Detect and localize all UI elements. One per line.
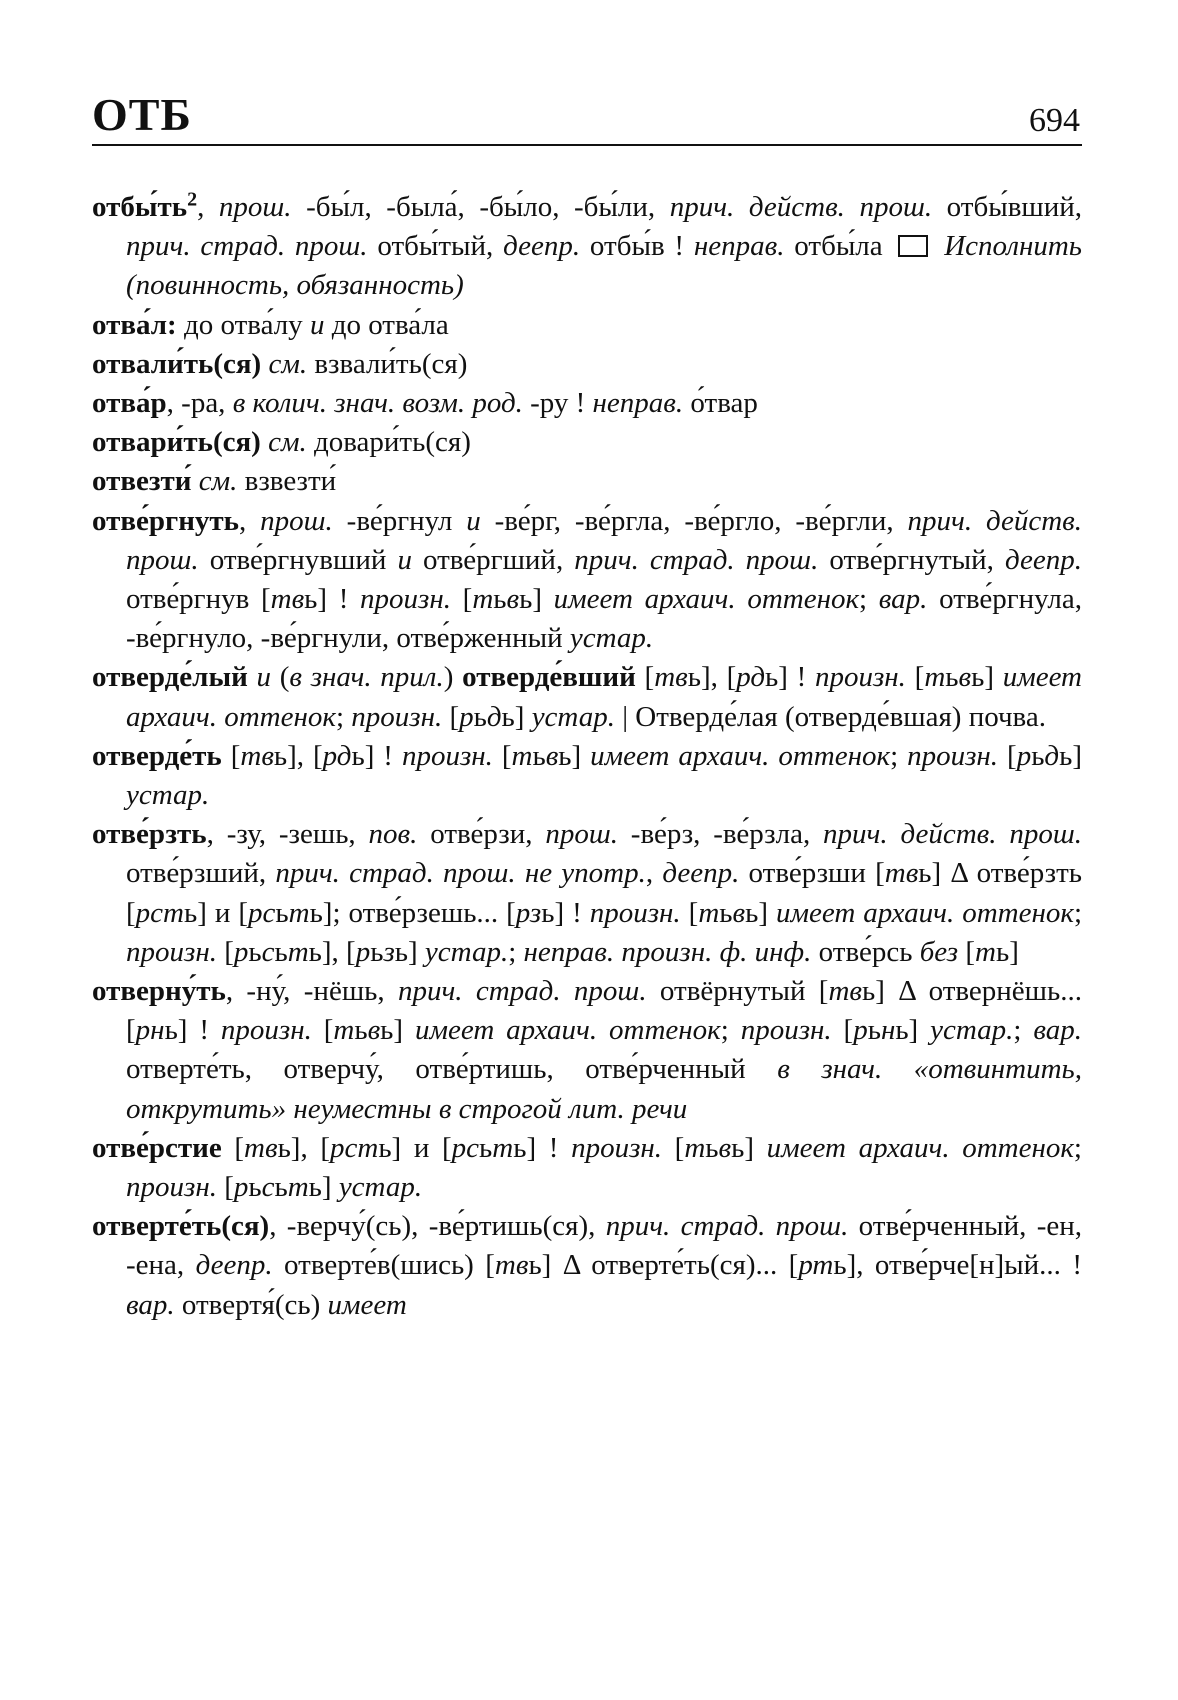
- entry-text: т: [287, 935, 309, 968]
- entry-text: деепр.: [503, 230, 581, 263]
- entry-text: ь: [945, 661, 959, 694]
- entry-text: , -верчу́(сь), -ве́ртишь(ся),: [269, 1210, 606, 1243]
- entry-text: ь]: [501, 700, 532, 733]
- entry-text: произн.: [571, 1131, 663, 1164]
- entry-text: произн.: [907, 739, 999, 772]
- entry-text: ь: [493, 583, 507, 616]
- entry-text: [: [998, 739, 1017, 772]
- entry-text: ;: [890, 739, 908, 772]
- entry-headword: отвезти́: [92, 465, 192, 498]
- entry-headword: отверте́ть(ся): [92, 1210, 270, 1243]
- entry-text: ь]; отве́рзешь... [: [309, 896, 516, 929]
- entry-text: произн.: [814, 661, 906, 694]
- entry-text: ;: [859, 583, 879, 616]
- entry-text: имеет архаич. оттенок: [766, 1131, 1074, 1164]
- entry-text: до отва́ла: [324, 308, 449, 341]
- dictionary-entry: [92, 1207, 1082, 1325]
- entry-text: о́твар: [683, 387, 758, 420]
- page-number: 694: [1029, 102, 1080, 139]
- entry-text: отве́рченный, -ен, -ена,: [126, 1210, 1082, 1282]
- entry-text: устар.: [930, 1014, 1014, 1047]
- entry-text: , -ра,: [166, 387, 233, 420]
- entries-list: [92, 188, 1082, 1325]
- entry-text: т: [511, 739, 533, 772]
- entry-text: имеет архаич. оттенок: [590, 739, 891, 772]
- entry-text: ь], отве́рче[н]ый... !: [833, 1249, 1082, 1282]
- entry-text: ь: [719, 896, 733, 929]
- entry-text: ь] !: [164, 1014, 221, 1047]
- dictionary-entry: [92, 1129, 1082, 1207]
- entry-text: [261, 426, 268, 458]
- entry-text: т: [698, 896, 720, 929]
- entry-text: отве́рсь: [811, 935, 920, 968]
- entry-text: с: [261, 935, 275, 968]
- entry-text: отбы́в !: [580, 230, 694, 263]
- entry-text: устар.: [531, 700, 615, 733]
- entry-text: рст: [330, 1131, 379, 1164]
- entry-text: деепр.: [195, 1249, 273, 1282]
- entry-text: р: [355, 935, 371, 968]
- entry-text: т: [492, 1131, 514, 1164]
- entry-text: неправ. произн. ф. инф.: [523, 935, 812, 968]
- entry-text: произн.: [740, 1014, 832, 1047]
- entry-text: в колич. знач. возм. род.: [232, 387, 523, 420]
- entry-text: [: [680, 896, 699, 929]
- entry-text: прич. страд. прош.: [605, 1210, 849, 1243]
- entry-text: ь]: [971, 661, 1003, 694]
- entry-text: ь], [: [687, 661, 737, 694]
- entry-text: ;: [1013, 1014, 1034, 1047]
- entry-headword: отбы́ть: [92, 191, 188, 223]
- entry-text: и: [397, 543, 412, 576]
- dictionary-entry: [92, 306, 1082, 345]
- entry-text: [: [221, 739, 241, 772]
- entry-headword: отвари́ть(ся): [92, 426, 261, 459]
- entry-text: устар.: [569, 622, 654, 655]
- entry-text: довари́ть(ся): [306, 426, 471, 459]
- entry-text: произн.: [351, 700, 443, 733]
- entry-text: ь: [274, 935, 288, 968]
- entry-text: в знач. «отвинтить, открутить» неуместны в строгой лит. речи: [126, 1053, 1082, 1125]
- entry-text: т: [472, 583, 494, 616]
- entry-text: вар.: [126, 1288, 175, 1321]
- entry-text: ь: [275, 896, 289, 929]
- entry-text: до отва́лу: [176, 308, 310, 341]
- entry-text: т: [924, 661, 946, 694]
- entry-text: отве́ргнула, -ве́ргнуло, -ве́ргнули, отве́рженный: [126, 583, 1082, 655]
- entry-text: прош.: [218, 191, 292, 223]
- entry-text: устар.: [338, 1171, 423, 1204]
- entry-text: тв: [494, 1249, 529, 1282]
- entry-headword: отверде́лый: [92, 661, 248, 694]
- entry-text: ь]: [895, 1014, 931, 1047]
- entry-text: ь: [248, 935, 262, 968]
- entry-text: р: [233, 1171, 249, 1204]
- entry-headword: отве́рстие: [92, 1131, 222, 1164]
- entry-text: [: [442, 700, 460, 733]
- entry-text: з: [383, 935, 395, 968]
- entry-text: и: [256, 661, 272, 694]
- entry-text: ь: [532, 739, 546, 772]
- entry-text: деепр.: [1004, 543, 1082, 576]
- entry-text: ь]: [519, 583, 554, 616]
- entry-text: ь]: [308, 1171, 339, 1204]
- entry-headword: отва́л:: [92, 308, 177, 341]
- entry-text: рз: [515, 896, 542, 929]
- entry-text: произн.: [401, 739, 493, 772]
- entry-text: ь] !: [765, 661, 815, 694]
- entry-text: ,: [238, 504, 261, 537]
- entry-text: ь: [473, 700, 487, 733]
- entry-text: тв: [884, 857, 919, 890]
- entry-text: имеет архаич. оттенок: [553, 583, 860, 616]
- entry-text: отве́ргнувший: [198, 543, 398, 576]
- entry-text: в: [718, 1131, 732, 1164]
- entry-text: рст: [135, 896, 184, 929]
- entry-text: рд: [736, 661, 766, 694]
- entry-text: -ру !: [522, 387, 593, 420]
- entry-headword: отве́рзть: [92, 818, 207, 851]
- entry-text: рс: [248, 896, 276, 929]
- entry-headword: отверну́ть: [92, 975, 226, 1008]
- entry-text: т: [684, 1131, 706, 1164]
- dictionary-entry: [92, 462, 1082, 501]
- entry-text: вар.: [878, 583, 928, 616]
- entry-text: рс: [451, 1131, 480, 1164]
- entry-text: прош.: [545, 818, 618, 851]
- entry-text: ь] и [: [378, 1131, 452, 1164]
- entry-text: в: [732, 896, 746, 929]
- entry-text: [: [831, 1014, 854, 1047]
- entry-text: ь]: [394, 935, 425, 968]
- entry-text: ь], [: [273, 739, 323, 772]
- entry-text: ,: [645, 857, 663, 890]
- entry-text: взвезти́: [237, 465, 337, 498]
- entry-text: -бы́л, -была́, -бы́ло, -бы́ли,: [291, 191, 670, 223]
- entry-text: ь]: [731, 1131, 767, 1164]
- entry-text: в: [506, 583, 520, 616]
- entry-text: [192, 465, 199, 497]
- dictionary-entry: [92, 384, 1082, 423]
- entry-headword: отверде́вший: [462, 661, 636, 694]
- entry-text: произн.: [126, 1171, 217, 1204]
- entry-headword: отвали́ть(ся): [92, 347, 262, 380]
- entry-text: 2: [187, 188, 198, 211]
- entry-text: отвертя́(сь): [174, 1288, 328, 1321]
- entry-text: отве́рзши [: [739, 857, 885, 890]
- entry-text: имеет архаич. оттенок: [775, 896, 1074, 929]
- entry-text: в знач. прил.: [289, 661, 444, 694]
- dictionary-entry: [92, 737, 1082, 815]
- entry-text: имеет архаич. оттенок: [414, 1014, 721, 1047]
- entry-text: имеет: [327, 1288, 407, 1321]
- entry-text: в: [958, 661, 972, 694]
- entry-headword: отве́ргнуть: [92, 504, 239, 537]
- entry-text: т: [288, 896, 310, 929]
- entry-text: взвали́ть(ся): [307, 347, 468, 380]
- entry-text: и: [466, 504, 481, 537]
- entry-text: ;: [1073, 896, 1082, 929]
- entry-text: ь]: [995, 935, 1019, 968]
- entry-text: -ве́рг, -ве́ргла, -ве́ргло, -ве́ргли,: [480, 504, 908, 537]
- entry-text: устар.: [126, 779, 210, 812]
- entry-text: р: [233, 935, 249, 968]
- entry-text: ь: [705, 1131, 719, 1164]
- entry-text: рн: [135, 1014, 165, 1047]
- entry-text: ь]: [558, 739, 591, 772]
- entry-text: ;: [508, 935, 524, 968]
- entry-text: ь]: [745, 896, 776, 929]
- entry-text: -ве́рз, -ве́рзла,: [617, 818, 824, 851]
- entry-text: ь]: [1059, 739, 1082, 772]
- entry-text: в: [367, 1014, 381, 1047]
- entry-text: рт: [798, 1249, 834, 1282]
- entry-text: ;: [1073, 1131, 1082, 1164]
- entry-text: Исполнить (повинность, обязанность): [126, 230, 1082, 302]
- entry-text: ь] !: [304, 583, 361, 616]
- entry-text: ь] Δ отверте́ть(ся)... [: [528, 1249, 799, 1282]
- entry-text: [: [958, 935, 976, 968]
- entry-text: прич. действ. прош.: [823, 818, 1082, 851]
- entry-text: ь: [370, 935, 384, 968]
- entry-text: [: [221, 1131, 245, 1164]
- entry-text: отве́ргнув [: [126, 583, 271, 616]
- entry-text: отве́рзи,: [417, 818, 546, 851]
- entry-text: ь]: [380, 1014, 415, 1047]
- entry-text: деепр.: [662, 857, 740, 890]
- entry-text: т: [975, 935, 996, 968]
- entry-text: ь] !: [351, 739, 402, 772]
- entry-text: ь] и [: [184, 896, 249, 929]
- entry-text: рд: [322, 739, 352, 772]
- entry-text: ;: [720, 1014, 741, 1047]
- entry-text: прич. действ. прош.: [669, 191, 933, 223]
- entry-text: [248, 661, 257, 693]
- entry-text: [: [662, 1131, 685, 1164]
- entry-text: в: [545, 739, 559, 772]
- entry-text: см.: [268, 426, 307, 459]
- entry-text: отверте́в(шись) [: [272, 1249, 495, 1282]
- entry-text: произн.: [126, 935, 217, 968]
- entry-text: д: [1044, 739, 1060, 772]
- entry-text: прич. страд. прош.: [126, 230, 368, 263]
- dictionary-entry: [92, 972, 1082, 1129]
- entry-text: ;: [335, 700, 352, 733]
- entry-text: отве́ргнутый,: [818, 543, 1005, 576]
- entry-text: [: [216, 1171, 234, 1204]
- entry-text: т: [287, 1171, 309, 1204]
- entry-text: см.: [268, 347, 308, 380]
- entry-text: (: [271, 661, 290, 694]
- entry-text: [934, 230, 944, 262]
- entry-text: произн.: [589, 896, 681, 929]
- entry-text: , -зу, -зешь,: [206, 818, 369, 851]
- entry-text: ь] Δ отве́рзть [: [126, 857, 1082, 929]
- dictionary-entry: [92, 502, 1082, 659]
- entry-text: устар.: [424, 935, 509, 968]
- entry-text: отве́рзший,: [126, 857, 276, 890]
- entry-text: отвёрнутый [: [646, 975, 829, 1008]
- entry-text: ь: [1031, 739, 1045, 772]
- entry-headword: отва́р: [92, 387, 167, 420]
- entry-text: | Отверде́лая (отверде́вшая) почва.: [614, 700, 1046, 733]
- entry-text: вар.: [1033, 1014, 1082, 1047]
- entry-text: отве́ргший,: [411, 543, 575, 576]
- entry-text: отбы́тый,: [367, 230, 504, 263]
- entry-text: тв: [828, 975, 862, 1008]
- entry-text: ь] Δ отвернёшь... [: [126, 975, 1082, 1047]
- entry-text: прич. действ. прош.: [126, 504, 1083, 576]
- entry-text: р: [1016, 739, 1032, 772]
- entry-text: ь: [354, 1014, 368, 1047]
- entry-text: тв: [240, 739, 274, 772]
- entry-text: ь], [: [277, 1131, 330, 1164]
- entry-text: пов.: [368, 818, 418, 851]
- entry-text: отверте́ть, отверчу́, отве́ртишь, отве́рченный: [126, 1053, 778, 1086]
- square-box-icon: [898, 235, 928, 257]
- entry-text: [: [311, 1014, 334, 1047]
- running-head: ОТБ: [92, 89, 192, 140]
- entry-text: неправ.: [693, 230, 785, 263]
- entry-text: ь], [: [308, 935, 356, 968]
- entry-text: ,: [197, 191, 219, 223]
- entry-text: т: [333, 1014, 355, 1047]
- entry-text: ь: [867, 1014, 881, 1047]
- entry-text: ): [443, 661, 463, 694]
- entry-text: [: [216, 935, 234, 968]
- entry-text: тв: [244, 1131, 278, 1164]
- entry-text: прич. страд. прош.: [574, 543, 819, 576]
- entry-text: , -ну́, -нёшь,: [225, 975, 398, 1008]
- entry-text: [: [905, 661, 925, 694]
- entry-text: тв: [654, 661, 688, 694]
- entry-text: и: [309, 308, 325, 341]
- entry-text: д: [486, 700, 502, 733]
- entry-text: отбы́ла: [784, 230, 893, 263]
- entry-text: р: [853, 1014, 868, 1047]
- entry-text: ь: [248, 1171, 262, 1204]
- entry-headword: отверде́ть: [92, 739, 222, 772]
- entry-text: ь] !: [541, 896, 590, 929]
- entry-text: см.: [198, 465, 238, 498]
- entry-text: ь] !: [513, 1131, 572, 1164]
- entry-text: неправ.: [592, 387, 684, 420]
- entry-text: прош.: [260, 504, 333, 537]
- entry-text: н: [880, 1014, 896, 1047]
- entry-text: ь: [479, 1131, 493, 1164]
- dictionary-entry: [92, 658, 1082, 736]
- entry-text: без: [919, 935, 959, 968]
- entry-text: ь: [274, 1171, 288, 1204]
- entry-text: прич. страд. прош. не употр.: [275, 857, 646, 890]
- entry-text: отбы́вший,: [932, 191, 1083, 223]
- entry-text: имеет архаич. оттенок: [126, 661, 1082, 733]
- entry-text: с: [261, 1171, 275, 1204]
- dictionary-entry: [92, 188, 1082, 306]
- entry-text: прич. страд. прош.: [397, 975, 647, 1008]
- entry-text: [: [635, 661, 655, 694]
- entry-text: [: [451, 583, 473, 616]
- entry-text: р: [459, 700, 474, 733]
- entry-text: [: [492, 739, 512, 772]
- entry-text: тв: [270, 583, 305, 616]
- entry-text: произн.: [360, 583, 451, 616]
- dictionary-entry: [92, 423, 1082, 462]
- page-header: [92, 78, 1082, 146]
- entry-text: произн.: [220, 1014, 312, 1047]
- dictionary-entry: [92, 345, 1082, 384]
- dictionary-entry: [92, 815, 1082, 972]
- entry-text: -ве́ргнул: [332, 504, 467, 537]
